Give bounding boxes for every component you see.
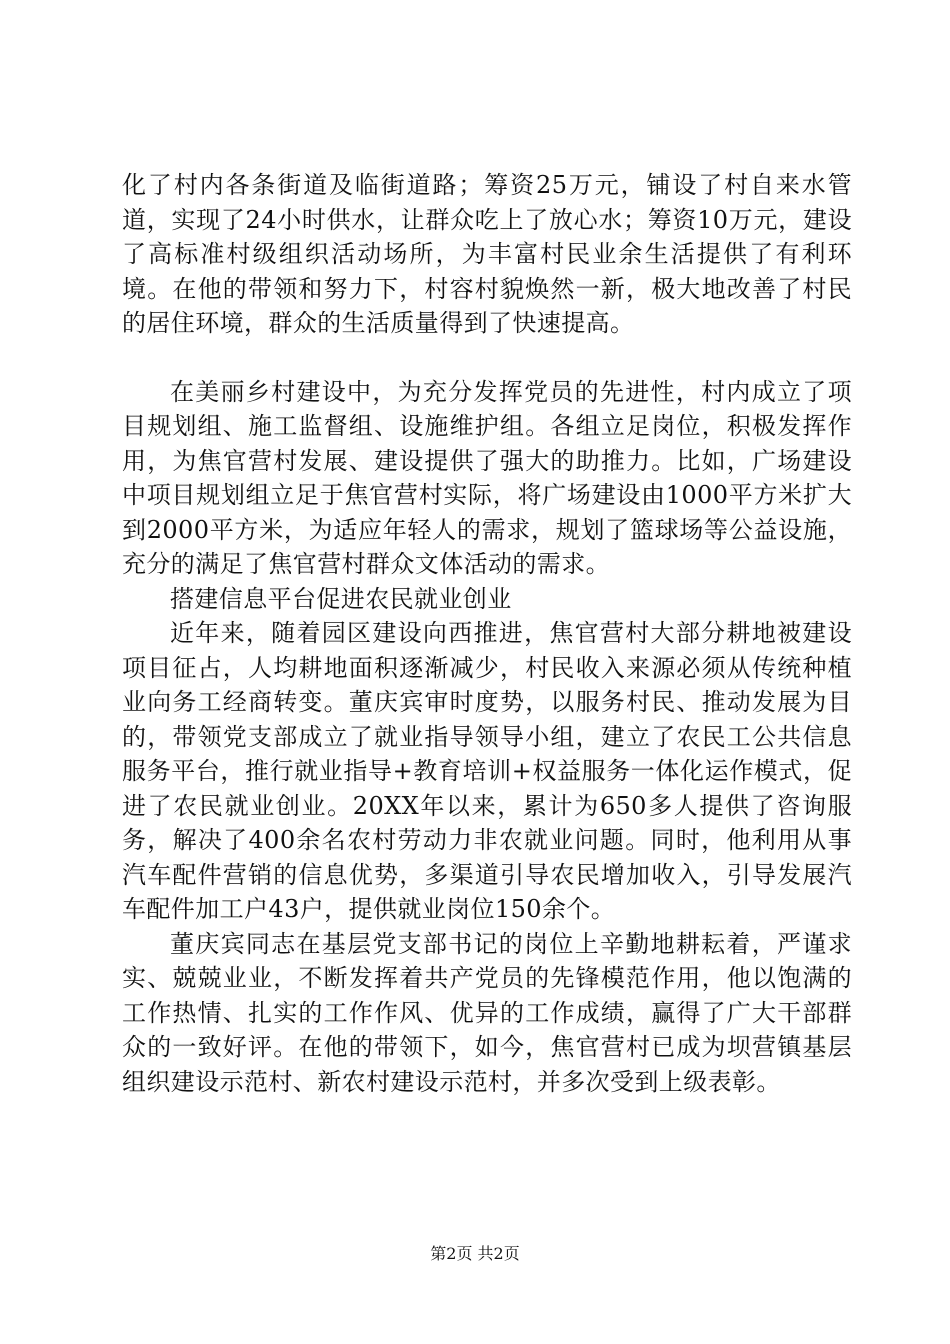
section-heading: 搭建信息平台促进农民就业创业 (170, 584, 512, 613)
document-body (122, 168, 852, 1099)
paragraph-employment: 近年来，随着园区建设向西推进，焦官营村大部分耕地被建设项目征占，人均耕地面积逐渐减少，村民收入来源必须从传统种植业向务工经商转变。董庆宾审时度势，以服务村民、推动发展为目的，带领党支部成立了就业指导领导小组，建立了农民工公共信息服务平台，推行就业指导+教育培训+权益服务一体化运作模式，促进了农民就业创业。20XX年以来，累计为650多人提供了咨询服务，解决了400余名农村劳动力非农就业问题。同时，他利用从事汽车配件营销的信息优势，多渠道引导农民增加收入，引导发展汽车配件加工户43户，提供就业岗位150余个。 (122, 619, 852, 923)
paragraph-conclusion: 董庆宾同志在基层党支部书记的岗位上辛勤地耕耘着，严谨求实、兢兢业业，不断发挥着共产党员的先锋模范作用，他以饱满的工作热情、扎实的工作作风、优异的工作成绩，赢得了广大干部群众的一致好评。在他的带领下，如今，焦官营村已成为坝营镇基层组织建设示范村、新农村建设示范村，并多次受到上级表彰。 (122, 929, 852, 1096)
page-footer (0, 1244, 950, 1264)
paragraph-continuation: 化了村内各条街道及临街道路；筹资25万元，铺设了村自来水管道，实现了24小时供水，让群众吃上了放心水；筹资10万元，建设了高标准村级组织活动场所，为丰富村民业余生活提供了有利环境。在他的带领和努力下，村容村貌焕然一新，极大地改善了村民的居住环境，群众的生活质量得到了快速提高。 (122, 171, 852, 337)
page-number: 第2页 共2页 (430, 1244, 520, 1263)
paragraph-beautiful-village: 在美丽乡村建设中，为充分发挥党员的先进性，村内成立了项目规划组、施工监督组、设施维护组。各组立足岗位，积极发挥作用，为焦官营村发展、建设提供了强大的助推力。比如，广场建设中项目规划组立足于焦官营村实际，将广场建设由1000平方米扩大到2000平方米，为适应年轻人的需求，规划了篮球场等公益设施，充分的满足了焦官营村群众文体活动的需求。 (122, 377, 852, 578)
